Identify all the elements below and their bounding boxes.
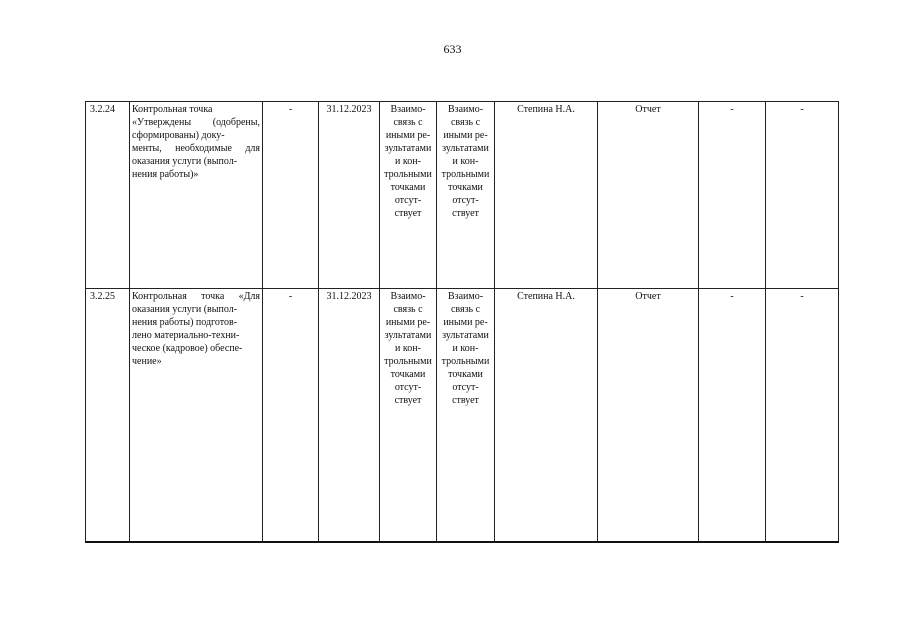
- row-link1: Взаимо- связь с иными ре- зультатами и кон- трольными точками отсут- ствует: [380, 102, 437, 289]
- row-col10: -: [766, 102, 839, 289]
- table-row: [86, 289, 839, 542]
- row-date: 31.12.2023: [319, 289, 380, 542]
- row-col9: -: [699, 289, 766, 542]
- row-date: 31.12.2023: [319, 102, 380, 289]
- row-link2: Взаимо- связь с иными ре- зультатами и кон- трольными точками отсут- ствует: [437, 289, 495, 542]
- row-col9: -: [699, 102, 766, 289]
- page-number: 633: [443, 42, 462, 56]
- row-code: 3.2.25: [86, 289, 130, 542]
- row-link2: Взаимо- связь с иными ре- зультатами и кон- трольными точками отсут- ствует: [437, 102, 495, 289]
- row-code: 3.2.24: [86, 102, 130, 289]
- row-name: Контрольная точка «Для оказания услуги (выпол- нения работы) подготов- лено материально-техни- ческое (кадровое) обеспе- чение»: [130, 289, 263, 542]
- row-link1: Взаимо- связь с иными ре- зультатами и кон- трольными точками отсут- ствует: [380, 289, 437, 542]
- row-person: Степина Н.А.: [495, 102, 598, 289]
- row-name: Контрольная точка «Утверждены (одобрены, сформированы) доку- менты, необходимые для оказания услуги (выпол- нения работы)»: [130, 102, 263, 289]
- row-doc: Отчет: [598, 289, 699, 542]
- row-col3: -: [263, 102, 319, 289]
- row-person: Степина Н.А.: [495, 289, 598, 542]
- row-col10: -: [766, 289, 839, 542]
- row-col3: -: [263, 289, 319, 542]
- control-points-table: [85, 101, 839, 543]
- row-doc: Отчет: [598, 102, 699, 289]
- table-row: [86, 102, 839, 289]
